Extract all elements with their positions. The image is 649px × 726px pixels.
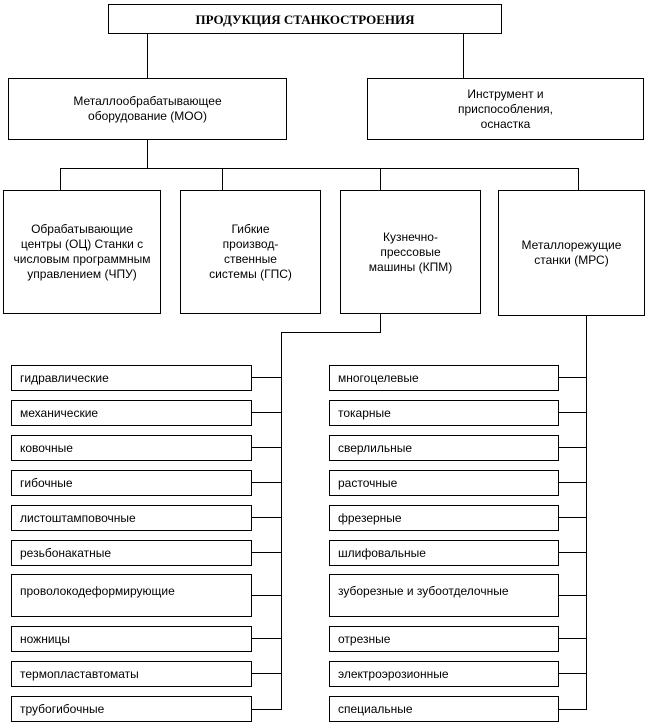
connector-kpm-trunk: [281, 332, 282, 710]
connector-mrs-7: [559, 638, 587, 639]
connector-mrs-2: [559, 447, 587, 448]
connector-kpm-3: [252, 482, 282, 483]
connector-mrs-8: [559, 673, 587, 674]
connector-mrs-3: [559, 482, 587, 483]
tools-label: Инструмент и приспособления, оснастка: [457, 86, 554, 131]
connector-kpm-bend: [281, 332, 381, 333]
mrs-type-item: фрезерные: [329, 505, 559, 531]
tools-box: [367, 78, 644, 140]
connector-bus-gps: [222, 168, 223, 190]
kpm-type-item: трубогибочные: [11, 696, 252, 722]
gps-box: [180, 190, 321, 314]
connector-moo-down: [147, 140, 148, 168]
connector-kpm-7: [252, 638, 282, 639]
kpm-box: [340, 190, 481, 314]
kpm-type-item: проволокодеформирующие: [11, 574, 252, 617]
connector-mrs-1: [559, 412, 587, 413]
connector-bus-mrs: [578, 168, 579, 190]
oc-label: Обрабатывающие центры (ОЦ) Станки с числовым программным управлением (ЧПУ): [13, 222, 151, 281]
connector-kpm-1: [252, 412, 282, 413]
mrs-type-item: зуборезные и зубоотделочные: [329, 574, 559, 617]
root-title: ПРОДУКЦИЯ СТАНКОСТРОЕНИЯ: [195, 11, 415, 27]
connector-kpm-8: [252, 673, 282, 674]
mrs-label: Металлорежущие станки (МРС): [521, 238, 622, 267]
connector-bus-oc: [60, 168, 61, 190]
connector-mrs-4: [559, 517, 587, 518]
connector-mrs-0: [559, 377, 587, 378]
connector-root-tools-down: [463, 33, 464, 78]
connector-kpm-2: [252, 447, 282, 448]
gps-label: Гибкие производ-ственные системы (ГПС): [209, 222, 292, 281]
moo-label: Металлообрабатывающее оборудование (МОО): [73, 94, 222, 123]
kpm-type-item: механические: [11, 400, 252, 426]
connector-mrs-6: [559, 595, 587, 596]
mrs-box: [498, 190, 645, 316]
connector-kpm-down: [380, 314, 381, 332]
kpm-type-item: гибочные: [11, 470, 252, 496]
kpm-label: Кузнечно-прессовые машины (КПМ): [368, 229, 453, 274]
mrs-type-item: шлифовальные: [329, 540, 559, 566]
mrs-type-item: специальные: [329, 696, 559, 722]
mrs-type-item: электроэрозионные: [329, 661, 559, 687]
mrs-type-item: отрезные: [329, 626, 559, 652]
connector-mrs-9: [559, 709, 587, 710]
oc-box: [3, 190, 161, 314]
mrs-type-item: многоцелевые: [329, 365, 559, 391]
connector-kpm-6: [252, 595, 282, 596]
kpm-type-item: ножницы: [11, 626, 252, 652]
kpm-type-item: ковочные: [11, 435, 252, 461]
kpm-type-item: гидравлические: [11, 365, 252, 391]
connector-bus-kpm: [380, 168, 381, 190]
kpm-type-item: листоштамповочные: [11, 505, 252, 531]
connector-mrs-5: [559, 552, 587, 553]
connector-kpm-4: [252, 517, 282, 518]
kpm-type-item: термопластавтоматы: [11, 661, 252, 687]
mrs-type-item: токарные: [329, 400, 559, 426]
root-title-box: [108, 4, 502, 34]
connector-mrs-trunk: [586, 316, 587, 710]
moo-box: [8, 78, 287, 140]
connector-level2-bus: [60, 168, 579, 169]
connector-kpm-5: [252, 552, 282, 553]
mrs-type-item: сверлильные: [329, 435, 559, 461]
connector-kpm-9: [252, 709, 282, 710]
mrs-type-item: расточные: [329, 470, 559, 496]
kpm-type-item: резьбонакатные: [11, 540, 252, 566]
connector-kpm-0: [252, 377, 282, 378]
connector-root-moo-down: [147, 33, 148, 78]
